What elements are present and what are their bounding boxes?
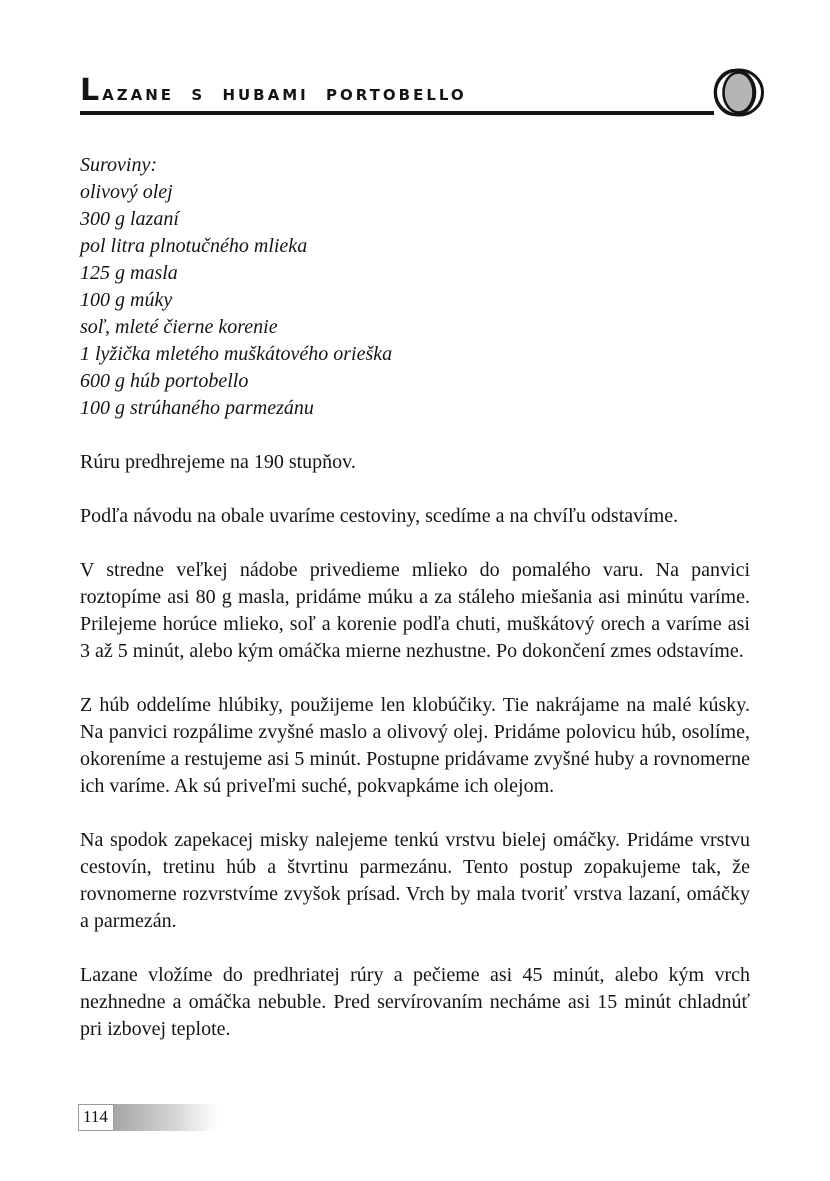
recipe-body (80, 152, 750, 1043)
page-number: 114 (78, 1104, 114, 1131)
page-header (80, 73, 750, 115)
title-rule (80, 111, 714, 115)
ingredient-item: 100 g strúhaného parmezánu (80, 396, 314, 419)
step-paragraph: Podľa návodu na obale uvaríme cestoviny, scedíme a na chvíľu odstavíme. (80, 504, 679, 527)
step-paragraph: Z húb oddelíme hlúbiky, použijeme len klobúčiky. Tie nakrájame na malé kúsky. Na panvici rozpálime zvyšné maslo a olivový olej. Pridáme polovicu húb, osolíme, okoreníme a restujeme asi 5 minút. Postupne pridávame zvyšné huby a rovnomerne ich varíme. Ak sú priveľmi suché, pokvapkáme ich olejom. (80, 693, 750, 797)
ingredient-item: 125 g masla (80, 261, 178, 284)
ingredient-item: olivový olej (80, 180, 173, 203)
ingredient-item: 300 g lazaní (80, 207, 179, 230)
ingredients-label: Suroviny: (80, 153, 158, 176)
step-paragraph: Na spodok zapekacej misky nalejeme tenkú vrstvu bielej omáčky. Pridáme vrstvu cestovín, tretinu húb a štvrtinu parmezánu. Tento postup zopakujeme tak, že rovnomerne rozvrstvíme zvyšok prísad. Vrch by mala tvoriť vrstva lazaní, omáčky a parmezán. (80, 828, 750, 932)
step-paragraph: Rúru predhrejeme na 190 stupňov. (80, 450, 356, 473)
page-title: Lazane s hubami portobello (80, 73, 467, 108)
ingredient-item: 1 lyžička mletého muškátového orieška (80, 342, 393, 365)
ingredient-item: soľ, mleté čierne korenie (80, 315, 278, 338)
footer-gradient-bar (114, 1104, 218, 1131)
step-paragraph: Lazane vložíme do predhriatej rúry a pečieme asi 45 minút, alebo kým vrch nezhnedne a omáčka nebuble. Pred servírovaním necháme asi 15 minút chladnúť pri izbovej teplote. (80, 963, 750, 1040)
page-footer (78, 1104, 218, 1131)
ingredient-item: pol litra plnotučného mlieka (80, 234, 308, 257)
sphere-icon (710, 67, 766, 119)
step-paragraph: V stredne veľkej nádobe privedieme mlieko do pomalého varu. Na panvici roztopíme asi 80 g masla, pridáme múku a za stáleho miešania asi minútu varíme. Prilejeme horúce mlieko, soľ a korenie podľa chuti, muškátový orech a varíme asi 3 až 5 minút, alebo kým omáčka mierne nezhustne. Po dokončení zmes odstavíme. (80, 558, 750, 662)
ingredient-item: 100 g múky (80, 288, 173, 311)
ingredient-item: 600 g húb portobello (80, 369, 249, 392)
ingredients-list (80, 152, 750, 422)
